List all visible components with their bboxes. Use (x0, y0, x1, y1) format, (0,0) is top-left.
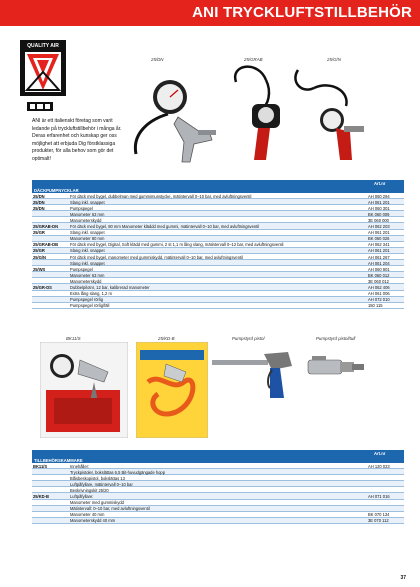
table-row: Manometer 63 mm BK 060 009 (32, 211, 404, 217)
accessory-kit-package-image (40, 342, 128, 438)
ani-emblem-icon (25, 52, 61, 92)
art-column-header: Art.nr (374, 451, 386, 456)
digital-inflator-image (228, 62, 290, 167)
product-label: Pumpstyrd pistol (232, 336, 265, 341)
art-column-header: Art.nr (374, 181, 386, 186)
table-row: 25/WS Pumpspegel AH 060 901 (32, 266, 404, 272)
product-label: 25/G/N (327, 57, 341, 62)
table-row: Mätintervall: 0–10 bar, med avluftningsventil (32, 506, 404, 512)
tire-inflator-gauge-image (128, 62, 223, 172)
accessory-table (32, 463, 404, 524)
tire-valve-chuck-image (304, 346, 368, 390)
table-row: Beskrivningskit 25/20 (32, 487, 404, 493)
page-title: ANI TRYCKLUFTSTILLBEHÖR (192, 4, 412, 21)
inflator-kit-package-image (136, 342, 208, 438)
table-row: 25/KD-B Luftpåfyllare: AH 071 016 (32, 493, 404, 499)
table-row: Manometerskydd 3E 060 012 (32, 278, 404, 284)
product-label: Pumpstyrd pistol/tull (316, 336, 356, 341)
quality-air-logo (20, 40, 66, 96)
product-label: 25/GRAB (244, 57, 263, 62)
table-row: Tryckpistoler, bokslättas 6,5 Bit-huvudgängade hopp (32, 469, 404, 475)
table-row: BK11/S Innehåller: AH 120 023 (32, 463, 404, 469)
table-row: Blåsbeskopistol, bokslättas 13 (32, 475, 404, 481)
table-row: Manometerskydd 3E 060 000 (32, 217, 404, 223)
table-row: 25/DN För däck med bygel, dubbelman med gummimunstycke, mätintervall 0–10 bar, med avluftningsventil AH 060 294 (32, 193, 404, 199)
product-label: BK11/S (66, 336, 81, 341)
table-row: 25/GR Slang inkl. snappet AH 061 201 (32, 248, 404, 254)
product-label: 25/KD-B (158, 336, 175, 341)
intro-text: ANI är ett italienskt företag som varit ledande på tryckluftstillbehör i många år. Deras erfarenhet och kunskap ger oss möjlighet att erbjuda Dig förstklassiga produkter, för alla behov som gör det optimalt! (32, 118, 122, 162)
ani-wordmark-icon (27, 102, 53, 111)
table-row: Manometerskydd 40 mm 3E 070 112 (32, 518, 404, 524)
table-header-bar (32, 450, 404, 457)
table-row: 25/DN Slang inkl. snappet AH 061 201 (32, 199, 404, 205)
table-row: Extra lång slang, 1,2 m AH 061 006 (32, 291, 404, 297)
table-row: 25/GR Slang inkl. snappet AH 061 201 (32, 230, 404, 236)
table-row: 25/G/N För däck med bygel, manometer med gummiskydd, mätintervall 0–10 bar, med avluftningsventil AH 061 267 (32, 254, 404, 260)
table-header-bar (32, 180, 404, 187)
section-heading: DÄCKPUMPNYCKLAR (34, 187, 79, 193)
product-table (32, 193, 404, 309)
table-row: Manometer med gummiskydd (32, 500, 404, 506)
table-row: Manometer 80 mm BK 060 026 (32, 236, 404, 242)
blow-gun-image (210, 344, 302, 402)
table-row: Pumpspegel rörlig AH 072 010 (32, 297, 404, 303)
gauge-inflator-image (292, 62, 372, 172)
table-row: 25/GRAB-DB För däck med bygel, Digital, Soft klädd med gummi, 2 st 1,1 m lång slang, mätintervall 0–12 bar, med avluftningsventil AH 062 341 (32, 242, 404, 248)
table-row: 25/DN Pumpspegel AH 060 301 (32, 205, 404, 211)
page-number: 37 (400, 575, 406, 581)
product-label: 25/DN (151, 57, 164, 62)
table-row: Manometer 40 mm BK 070 134 (32, 512, 404, 518)
table-row: Manometer 63 mm BK 060 012 (32, 272, 404, 278)
table-row: 25/GR-DS Dubbelpilotnr, 12 bar, kalibrerad manometer AH 062 406 (32, 284, 404, 290)
table-row: Slang inkl. snappet AH 061 204 (32, 260, 404, 266)
table-row: Pumpspegel rörlig/fäll 150 115 (32, 303, 404, 309)
table-row: Luftpåfyllare, mätintervall 0–10 bar (32, 481, 404, 487)
table-row: 25/GRAB-DN För däck med bygel, 80 mm Manometer kläddd med gummi, mätintervall 0–10 bar, med avluftningsventil AH 062 203 (32, 223, 404, 229)
logo-badge-text: QUALITY AIR (27, 43, 59, 49)
section-heading: TILLBEHÖRSKAMMARE (34, 457, 83, 463)
